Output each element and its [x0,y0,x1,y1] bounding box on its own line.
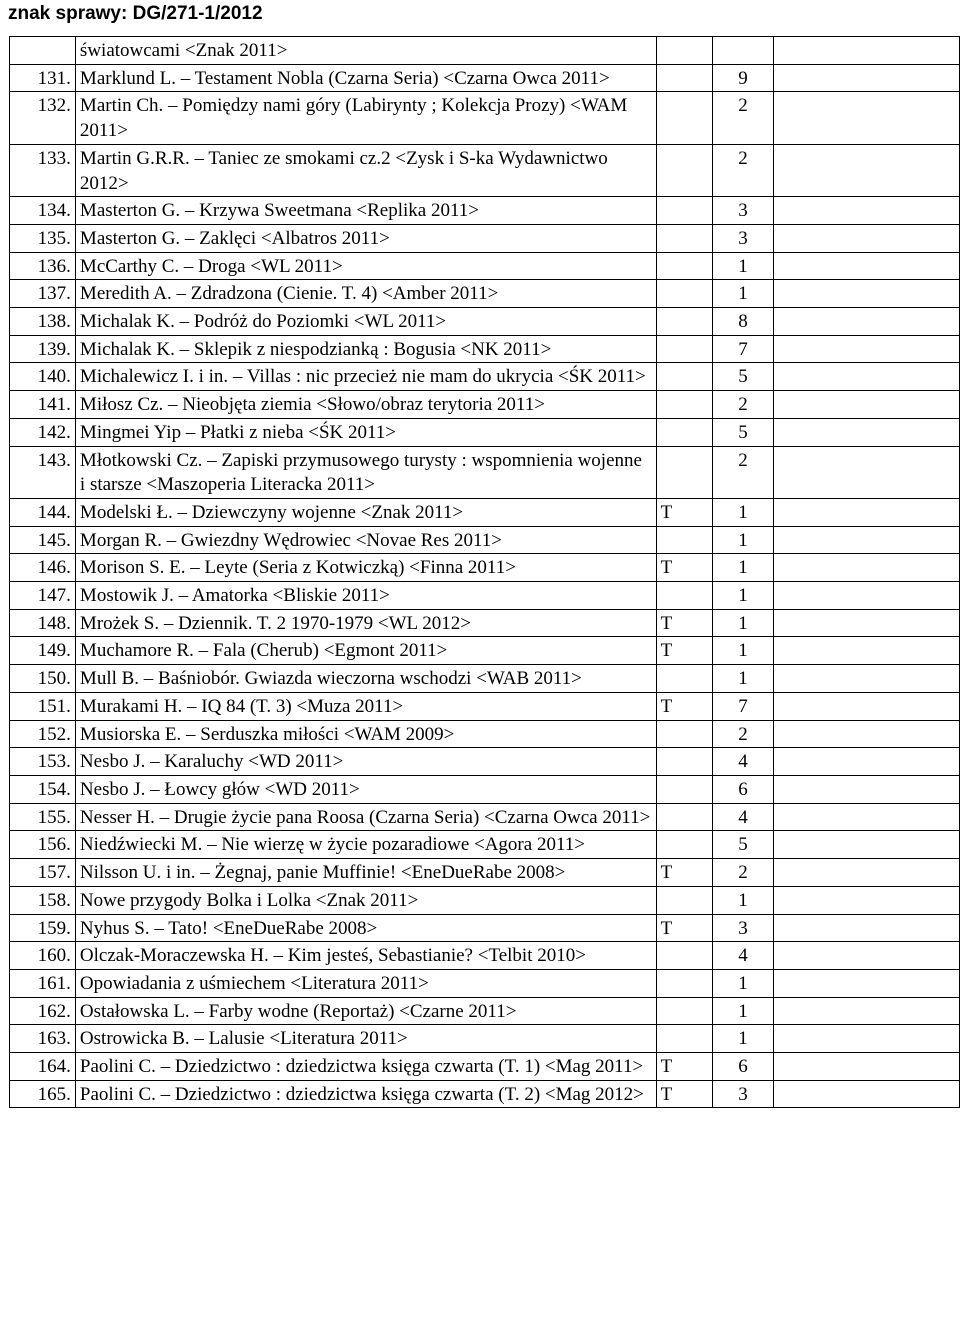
table-row [10,886,960,914]
copy-count: 1 [712,886,774,914]
book-title: Nilsson U. i in. – Żegnaj, panie Muffinie! <EneDueRabe 2008> [75,859,656,887]
row-number: 164. [10,1053,76,1081]
copy-count: 5 [712,831,774,859]
table-row [10,803,960,831]
empty-cell [774,252,960,280]
table-row [10,92,960,144]
book-title: Musiorska E. – Serduszka miłości <WAM 2009> [75,720,656,748]
empty-cell [774,803,960,831]
tome-marker [656,197,712,225]
copy-count: 7 [712,335,774,363]
row-number: 150. [10,665,76,693]
book-title: Nyhus S. – Tato! <EneDueRabe 2008> [75,914,656,942]
tome-marker [656,224,712,252]
table-row [10,37,960,65]
empty-cell [774,280,960,308]
tome-marker [656,252,712,280]
tome-marker [656,775,712,803]
book-title: McCarthy C. – Droga <WL 2011> [75,252,656,280]
row-number: 139. [10,335,76,363]
book-title: Opowiadania z uśmiechem <Literatura 2011> [75,969,656,997]
empty-cell [774,1053,960,1081]
table-row [10,498,960,526]
empty-cell [774,335,960,363]
table-row [10,582,960,610]
book-title: Paolini C. – Dziedzictwo : dziedzictwa księga czwarta (T. 1) <Mag 2011> [75,1053,656,1081]
table-row [10,252,960,280]
empty-cell [774,144,960,196]
tome-marker [656,526,712,554]
tome-marker: T [656,637,712,665]
copy-count: 4 [712,942,774,970]
tome-marker: T [656,692,712,720]
empty-cell [774,1025,960,1053]
copy-count: 1 [712,1025,774,1053]
row-number: 134. [10,197,76,225]
empty-cell [774,914,960,942]
table-row [10,914,960,942]
case-number-header: znak sprawy: DG/271-1/2012 [8,3,263,24]
empty-cell [774,554,960,582]
book-title: Modelski Ł. – Dziewczyny wojenne <Znak 2011> [75,498,656,526]
table-row [10,335,960,363]
tome-marker [656,418,712,446]
table-row [10,1053,960,1081]
copy-count: 5 [712,363,774,391]
table-row [10,224,960,252]
row-number: 141. [10,391,76,419]
table-row [10,308,960,336]
table-row [10,831,960,859]
table-row [10,363,960,391]
row-number: 149. [10,637,76,665]
tome-marker [656,969,712,997]
book-title: Masterton G. – Zaklęci <Albatros 2011> [75,224,656,252]
empty-cell [774,64,960,92]
row-number: 165. [10,1080,76,1108]
row-number: 159. [10,914,76,942]
book-title: Paolini C. – Dziedzictwo : dziedzictwa księga czwarta (T. 2) <Mag 2012> [75,1080,656,1108]
copy-count: 1 [712,969,774,997]
tome-marker [656,803,712,831]
table-row [10,775,960,803]
copy-count: 1 [712,665,774,693]
book-title: Niedźwiecki M. – Nie wierzę w życie pozaradiowe <Agora 2011> [75,831,656,859]
book-title: Ostrowicka B. – Lalusie <Literatura 2011> [75,1025,656,1053]
empty-cell [774,748,960,776]
empty-cell [774,37,960,65]
row-number: 153. [10,748,76,776]
book-title: Nowe przygody Bolka i Lolka <Znak 2011> [75,886,656,914]
row-number: 143. [10,446,76,498]
empty-cell [774,498,960,526]
book-title: Nesser H. – Drugie życie pana Roosa (Czarna Seria) <Czarna Owca 2011> [75,803,656,831]
copy-count: 1 [712,554,774,582]
table-row [10,64,960,92]
table-row [10,637,960,665]
table-row [10,526,960,554]
row-number: 163. [10,1025,76,1053]
tome-marker [656,720,712,748]
book-title: Muchamore R. – Fala (Cherub) <Egmont 2011> [75,637,656,665]
row-number: 144. [10,498,76,526]
copy-count: 7 [712,692,774,720]
table-row [10,942,960,970]
row-number: 154. [10,775,76,803]
copy-count: 1 [712,252,774,280]
copy-count: 1 [712,526,774,554]
table-row [10,692,960,720]
book-title: Mingmei Yip – Płatki z nieba <ŚK 2011> [75,418,656,446]
empty-cell [774,92,960,144]
book-title: Nesbo J. – Łowcy głów <WD 2011> [75,775,656,803]
tome-marker [656,1025,712,1053]
table-row [10,1025,960,1053]
book-title: Miłosz Cz. – Nieobjęta ziemia <Słowo/obraz terytoria 2011> [75,391,656,419]
empty-cell [774,418,960,446]
tome-marker [656,280,712,308]
book-title: Michalak K. – Sklepik z niespodzianką : Bogusia <NK 2011> [75,335,656,363]
copy-count: 2 [712,391,774,419]
copy-count: 1 [712,609,774,637]
empty-cell [774,446,960,498]
empty-cell [774,637,960,665]
tome-marker [656,831,712,859]
book-title: Olczak-Moraczewska H. – Kim jesteś, Sebastianie? <Telbit 2010> [75,942,656,970]
tome-marker: T [656,859,712,887]
table-row [10,197,960,225]
tome-marker [656,391,712,419]
book-title: Marklund L. – Testament Nobla (Czarna Seria) <Czarna Owca 2011> [75,64,656,92]
row-number: 147. [10,582,76,610]
table-row [10,859,960,887]
copy-count: 3 [712,914,774,942]
book-title: światowcami <Znak 2011> [75,37,656,65]
tome-marker [656,144,712,196]
row-number: 142. [10,418,76,446]
row-number: 136. [10,252,76,280]
row-number: 146. [10,554,76,582]
copy-count: 9 [712,64,774,92]
copy-count: 2 [712,720,774,748]
book-title: Mull B. – Baśniobór. Gwiazda wieczorna wschodzi <WAB 2011> [75,665,656,693]
row-number: 151. [10,692,76,720]
copy-count: 2 [712,92,774,144]
tome-marker: T [656,554,712,582]
tome-marker: T [656,1080,712,1108]
book-title: Mostowik J. – Amatorka <Bliskie 2011> [75,582,656,610]
book-title: Mrożek S. – Dziennik. T. 2 1970-1979 <WL 2012> [75,609,656,637]
tome-marker: T [656,914,712,942]
copy-count: 2 [712,859,774,887]
tome-marker [656,37,712,65]
copy-count: 1 [712,498,774,526]
empty-cell [774,859,960,887]
table-row [10,997,960,1025]
row-number: 162. [10,997,76,1025]
copy-count [712,37,774,65]
tome-marker: T [656,1053,712,1081]
book-title: Nesbo J. – Karaluchy <WD 2011> [75,748,656,776]
book-title: Ostałowska L. – Farby wodne (Reportaż) <Czarne 2011> [75,997,656,1025]
copy-count: 3 [712,1080,774,1108]
copy-count: 1 [712,280,774,308]
row-number: 145. [10,526,76,554]
tome-marker [656,363,712,391]
row-number: 138. [10,308,76,336]
table-row [10,748,960,776]
book-title: Michalak K. – Podróż do Poziomki <WL 2011> [75,308,656,336]
table-row [10,418,960,446]
empty-cell [774,363,960,391]
empty-cell [774,720,960,748]
empty-cell [774,308,960,336]
row-number: 135. [10,224,76,252]
empty-cell [774,665,960,693]
empty-cell [774,775,960,803]
book-list-table [9,36,960,1108]
copy-count: 1 [712,637,774,665]
book-title: Morgan R. – Gwiezdny Wędrowiec <Novae Res 2011> [75,526,656,554]
copy-count: 1 [712,582,774,610]
empty-cell [774,886,960,914]
copy-count: 5 [712,418,774,446]
row-number: 140. [10,363,76,391]
table-row [10,554,960,582]
tome-marker [656,446,712,498]
table-row [10,665,960,693]
empty-cell [774,969,960,997]
book-title: Meredith A. – Zdradzona (Cienie. T. 4) <Amber 2011> [75,280,656,308]
table-row [10,144,960,196]
table-row [10,280,960,308]
row-number: 157. [10,859,76,887]
empty-cell [774,197,960,225]
empty-cell [774,942,960,970]
row-number: 161. [10,969,76,997]
table-row [10,969,960,997]
table-row [10,446,960,498]
row-number: 160. [10,942,76,970]
copy-count: 4 [712,803,774,831]
table-row [10,609,960,637]
copy-count: 6 [712,1053,774,1081]
tome-marker [656,886,712,914]
tome-marker [656,748,712,776]
book-title: Morison S. E. – Leyte (Seria z Kotwiczką) <Finna 2011> [75,554,656,582]
copy-count: 6 [712,775,774,803]
tome-marker [656,997,712,1025]
row-number: 137. [10,280,76,308]
row-number: 158. [10,886,76,914]
copy-count: 8 [712,308,774,336]
empty-cell [774,831,960,859]
book-title: Młotkowski Cz. – Zapiski przymusowego turysty : wspomnienia wojenne i starsze <Maszoperia Literacka 2011> [75,446,656,498]
empty-cell [774,582,960,610]
empty-cell [774,609,960,637]
tome-marker: T [656,609,712,637]
row-number: 156. [10,831,76,859]
tome-marker [656,665,712,693]
book-title: Martin Ch. – Pomiędzy nami góry (Labirynty ; Kolekcja Prozy) <WAM 2011> [75,92,656,144]
tome-marker [656,64,712,92]
copy-count: 3 [712,197,774,225]
copy-count: 1 [712,997,774,1025]
tome-marker [656,942,712,970]
copy-count: 4 [712,748,774,776]
row-number: 152. [10,720,76,748]
table-row [10,1080,960,1108]
copy-count: 2 [712,446,774,498]
copy-count: 3 [712,224,774,252]
empty-cell [774,1080,960,1108]
tome-marker [656,92,712,144]
empty-cell [774,224,960,252]
row-number: 155. [10,803,76,831]
book-title: Martin G.R.R. – Taniec ze smokami cz.2 <Zysk i S-ka Wydawnictwo 2012> [75,144,656,196]
row-number [10,37,76,65]
row-number: 131. [10,64,76,92]
empty-cell [774,526,960,554]
empty-cell [774,997,960,1025]
table-row [10,720,960,748]
row-number: 132. [10,92,76,144]
empty-cell [774,391,960,419]
book-title: Murakami H. – IQ 84 (T. 3) <Muza 2011> [75,692,656,720]
row-number: 148. [10,609,76,637]
row-number: 133. [10,144,76,196]
tome-marker [656,335,712,363]
book-title: Masterton G. – Krzywa Sweetmana <Replika 2011> [75,197,656,225]
copy-count: 2 [712,144,774,196]
tome-marker [656,582,712,610]
table-row [10,391,960,419]
tome-marker [656,308,712,336]
book-title: Michalewicz I. i in. – Villas : nic przecież nie mam do ukrycia <ŚK 2011> [75,363,656,391]
tome-marker: T [656,498,712,526]
empty-cell [774,692,960,720]
